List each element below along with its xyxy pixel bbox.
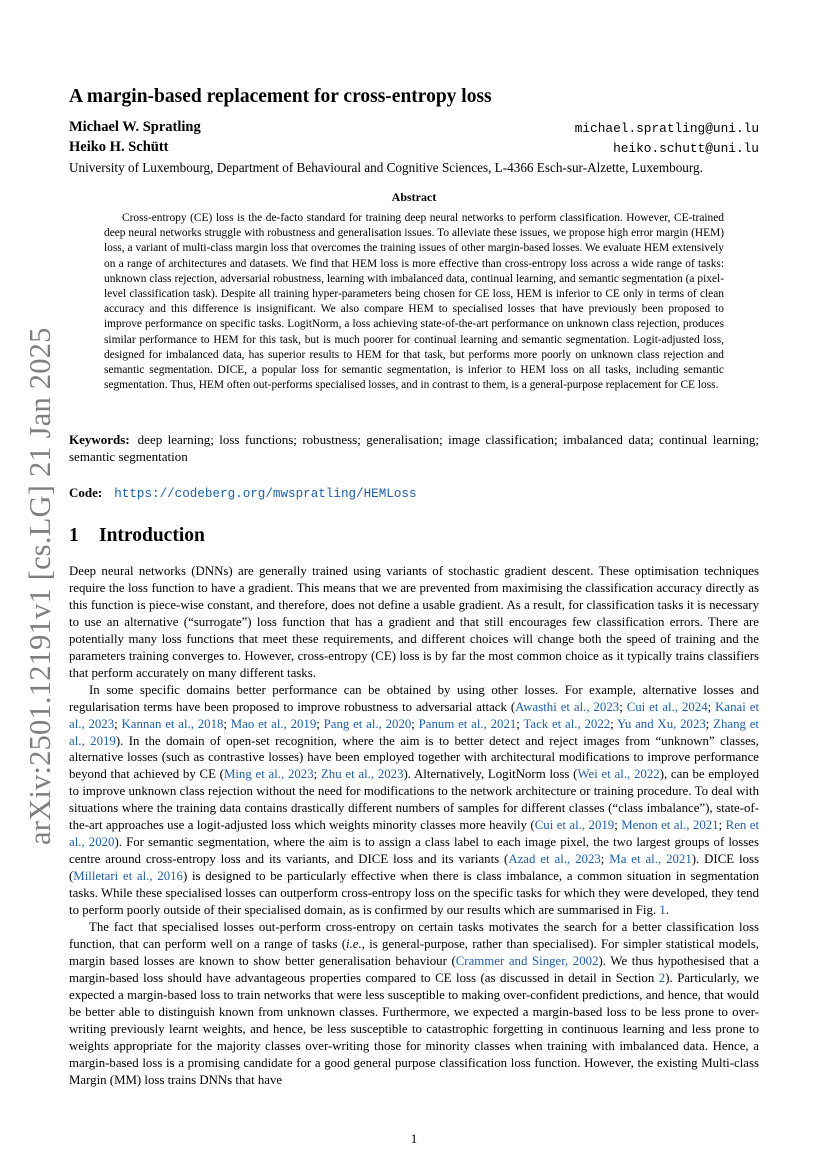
paragraph-text: ). DICE loss ( — [69, 852, 760, 884]
paragraph — [69, 563, 759, 682]
keywords — [69, 432, 759, 465]
paragraph-text: ). Alternatively, LogitNorm loss ( — [403, 767, 578, 782]
citation-link[interactable]: Wei et al., 2022 — [577, 767, 660, 782]
citation-link[interactable]: Azad et al., 2023 — [508, 852, 601, 867]
paragraph-text: ). In the domain of open-set recognition, where the aim is to better detect and reject images from “unknown” classes, alternative losses (such as contrastive losses) have been employed together with architectural modifications to improve performance beyond that achieved by CE ( — [69, 733, 759, 782]
citation-link[interactable]: Cui et al., 2024 — [626, 699, 708, 714]
citation-link[interactable]: Ming et al., 2023 — [223, 767, 314, 782]
paragraph-text: ; — [411, 716, 419, 731]
author-name: Michael W. Spratling — [69, 119, 201, 135]
citation-link[interactable]: Crammer and Singer, 2002 — [455, 953, 599, 968]
paragraph-text: ; — [614, 818, 622, 833]
section-number: 1 — [69, 525, 79, 546]
page-number: 1 — [410, 1131, 418, 1146]
citation-link[interactable]: 1 — [659, 903, 666, 918]
citation-link[interactable]: Awasthi et al., 2023 — [515, 699, 620, 714]
keywords-text: deep learning; loss functions; robustness; generalisation; image classification; imbalanced data; continual learning; semantic segmentation — [69, 432, 759, 464]
citation-link[interactable]: Zhang et al., 2019 — [69, 716, 759, 748]
paragraph-text: ) is designed to be particularly effective when there is class imbalance, a common situation in segmentation tasks. While these specialised losses can outperform cross-entropy loss on the specific tasks for which they were developed, they tend to perform poorly outside of their specialised domain, as is confirmed by our results which are summarised in Fig. — [69, 869, 759, 918]
paragraph-text: ; — [316, 716, 324, 731]
paragraph-text: , is general-purpose, rather than specialised). For simpler statistical models, margin based losses are known to show better generalisation behaviour ( — [69, 936, 759, 968]
code-url-link[interactable]: https://codeberg.org/mwspratling/HEMLoss — [114, 487, 417, 501]
paragraph-text: . — [665, 903, 669, 918]
paragraph-text: ). Particularly, we expected a margin-based loss to train networks that were less susceptible to making over-confident predictions, and hence, that would be better able to distinguish known from unknown classes. Furthermore, we expected a margin-based loss to be less prone to over-writing previously learnt weights, and hence, be less susceptible to catastrophic forgetting in continuous learning and less prone to weights appropriate for the majority classes over-writing those for minority classes when training with imbalanced data. Hence, a margin-based loss is a promising candidate for a good general purpose classification loss function. However, the existing Multi-class Margin (MM) loss trains DNNs that have — [69, 970, 759, 1087]
paragraph-text: ; — [619, 699, 627, 714]
citation-link[interactable]: Kanai et al., 2023 — [69, 699, 760, 731]
citation-link[interactable]: Ren et al., 2020 — [69, 818, 760, 850]
paragraph-text: The fact that specialised losses out-perform cross-entropy on certain tasks motivates the search for a better classification loss function, that can perform well on a range of tasks ( — [69, 920, 759, 951]
author-name: Heiko H. Schütt — [69, 139, 169, 155]
citation-link[interactable]: Ma et al., 2021 — [609, 852, 692, 867]
citation-link[interactable]: Menon et al., 2021 — [621, 818, 719, 833]
paragraph-text: ; — [705, 716, 714, 731]
citation-link[interactable]: Panum et al., 2021 — [418, 716, 517, 731]
keywords-label: Keywords: — [69, 432, 130, 447]
code-label: Code: — [69, 485, 103, 500]
paper-title: A margin-based replacement for cross-entropy loss — [69, 86, 492, 107]
paragraph-text: ). For semantic segmentation, where the aim is to assign a class label to each image pixel, the two largest groups of losses centre around cross-entropy loss and its variants, and DICE loss and its variants ( — [69, 835, 760, 867]
italic-text: i.e. — [346, 936, 362, 951]
paragraph-text: ; — [223, 716, 231, 731]
paragraph-text: ; — [114, 716, 122, 731]
citation-link[interactable]: Cui et al., 2019 — [534, 818, 615, 833]
citation-link[interactable]: Milletari et al., 2016 — [73, 869, 183, 884]
arxiv-identifier-stamp: arXiv:2501.12191v1 [cs.LG] 21 Jan 2025 — [23, 327, 57, 845]
code-link-line — [69, 485, 417, 501]
paragraph-text: ), can be employed to improve unknown class rejection without the need for modifications to the network architecture or training procedure. To deal with situations where the training data contains drastically different numbers of samples for different classes (“class imbalance”), state-of-the-art approaches use a logit-adjusted loss which weights minority classes more heavily ( — [69, 767, 759, 833]
paragraph-text: ; — [707, 699, 716, 714]
abstract-text: Cross-entropy (CE) loss is the de-facto standard for training deep neural networks to perform classification. However, CE-trained deep neural networks struggle with robustness and generalisation issues. To alleviate these issues, we propose high error margin (HEM) loss, a variant of multi-class margin loss that overcomes the training issues of other margin-based losses. We evaluate HEM extensively on a range of architectures and datasets. We find that HEM loss is more effective than cross-entropy loss across a wide range of tasks: unknown class rejection, adversarial robustness, learning with imbalanced data, continual learning, and semantic segmentation (a pixel-level classification task). Despite all training hyper-parameters being chosen for CE loss, HEM is inferior to CE only in terms of clean accuracy and this difference is insignificant. We also compare HEM to specialised losses that have previously been proposed to improve performance on specific tasks. LogitNorm, a loss achieving state-of-the-art performance on unknown class rejection, produces similar performance to HEM for this task, but is much poorer for continual learning and semantic segmentation. Logit-adjusted loss, designed for imbalanced data, has superior results to HEM for that task, but performs more poorly on unknown class rejection and semantic segmentation. DICE, a popular loss for semantic segmentation, is inferior to HEM loss on all tasks, including semantic segmentation. Thus, HEM often out-performs specialised losses, and in contrast to them, is a general-purpose replacement for CE loss. — [104, 212, 724, 392]
section-heading — [69, 525, 205, 547]
citation-link[interactable]: Pang et al., 2020 — [323, 716, 412, 731]
paragraph-text: ; — [718, 818, 726, 833]
paragraph-text: ; — [516, 716, 524, 731]
paragraph-text: In some specific domains better performance can be obtained by using other losses. For example, alternative losses and regularisation terms have been proposed to improve robustness to adversarial attack ( — [69, 682, 759, 714]
section-title: Introduction — [99, 525, 205, 546]
citation-link[interactable]: Tack et al., 2022 — [523, 716, 611, 731]
paragraph-text: ; — [313, 767, 321, 782]
citation-link[interactable]: 2 — [658, 970, 666, 985]
citation-link[interactable]: Yu and Xu, 2023 — [617, 716, 706, 731]
abstract-heading: Abstract — [391, 190, 437, 204]
author-email[interactable]: heiko.schutt@uni.lu — [613, 141, 759, 156]
citation-link[interactable]: Zhu et al., 2023 — [320, 767, 404, 782]
introduction-body — [69, 563, 759, 1089]
author-affiliation: University of Luxembourg, Department of Behavioural and Cognitive Sciences, L-4366 Esch-sur-Alzette, Luxembourg. — [69, 160, 703, 175]
paragraph-text: ; — [610, 716, 618, 731]
paragraph-text: ; — [600, 852, 610, 867]
paragraph — [69, 919, 759, 1089]
paragraph-text: Deep neural networks (DNNs) are generally trained using variants of stochastic gradient descent. These optimisation techniques require the loss function to have a gradient. This means that we are prevented from maximising the classification accuracy directly as this function is piece-wise constant, and therefore, does not define a usable gradient. As a result, for classification tasks it is necessary to use an alternative (“surrogate”) loss function that has a gradient and that still encourages few classification errors. There are potentially many loss functions that meet these requirements, and different choices will change both the speed of training and the parameters training converges to. However, cross-entropy (CE) loss is by far the most common choice as it typically trains classifiers that perform accurately on many different tasks. — [69, 564, 759, 680]
citation-link[interactable]: Kannan et al., 2018 — [121, 716, 224, 731]
paragraph-text: ). We thus hypothesised that a margin-based loss should have advantageous properties compared to CE loss (as discussed in detail in Section — [69, 953, 759, 985]
author-email[interactable]: michael.spratling@uni.lu — [574, 121, 759, 136]
citation-link[interactable]: Mao et al., 2019 — [230, 716, 317, 731]
paragraph — [69, 682, 759, 919]
